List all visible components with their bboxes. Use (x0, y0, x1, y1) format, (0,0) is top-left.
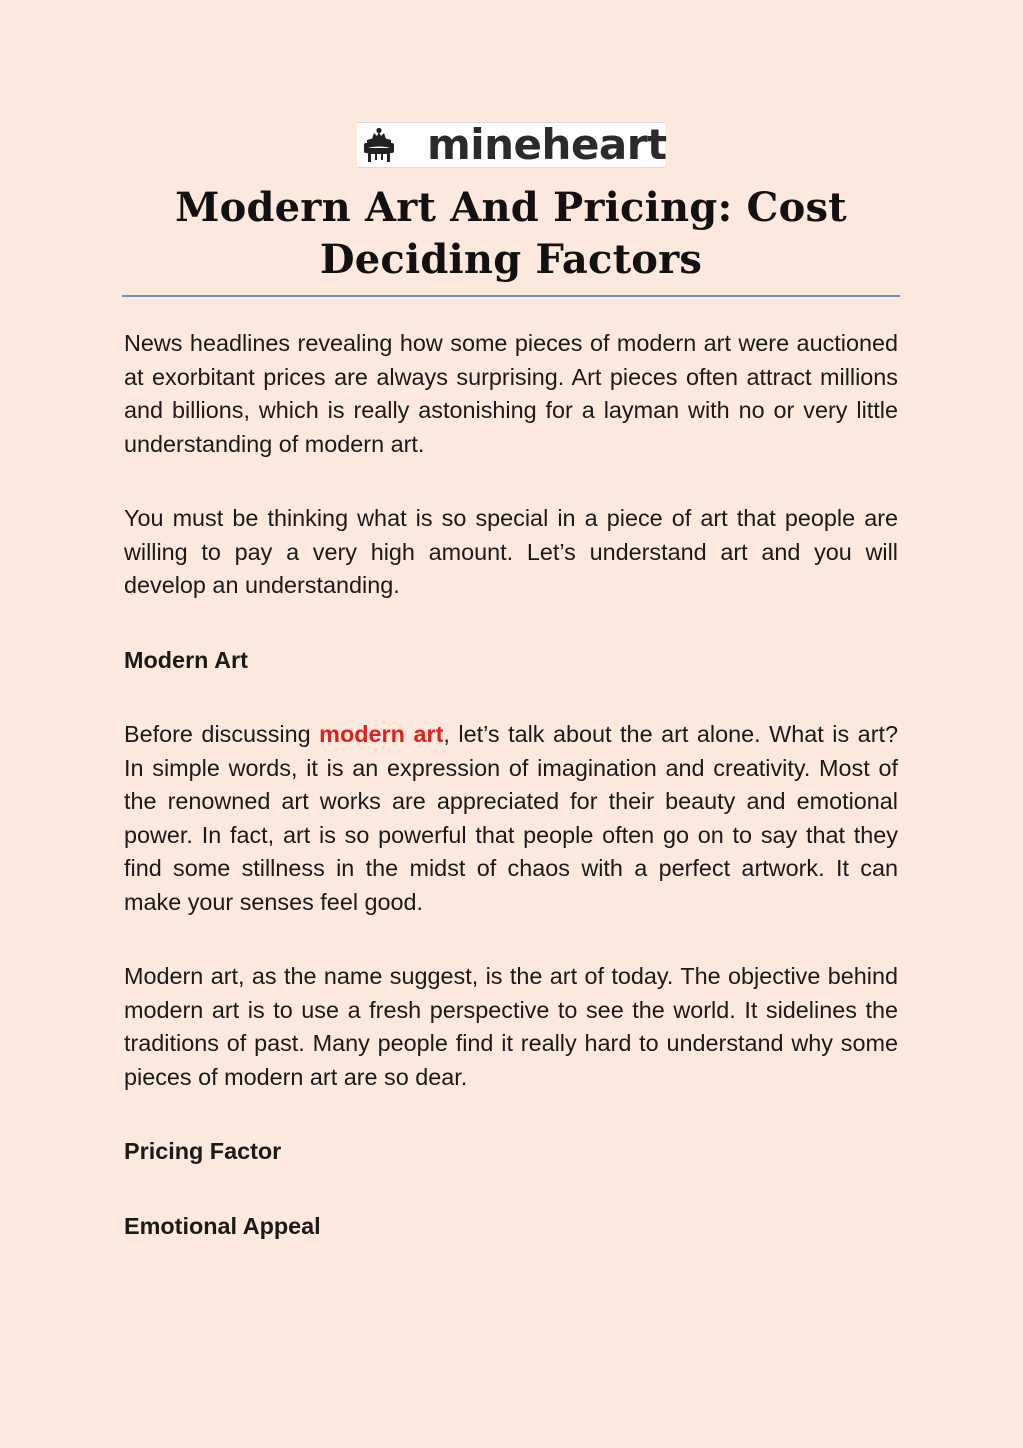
logo-wordmark: mineheart (427, 120, 667, 169)
paragraph-modern-art-today: Modern art, as the name suggest, is the art of today. The objective behind modern art is to use a fresh perspective to see the world. It sidelines the traditions of past. Many people find it really hard to understand why some pieces of modern art are so dear. (124, 963, 898, 1090)
mineheart-logo (357, 122, 665, 168)
title-divider (122, 295, 900, 297)
paragraph-thinking: You must be thinking what is so special in a piece of art that people are willing to pay a very high amount. Let’s understand art and you will develop an understanding. (124, 505, 898, 598)
heading-emotional-appeal: Emotional Appeal (124, 1212, 321, 1239)
paragraph-text-before-link: Before discussing (124, 721, 320, 747)
document-body (124, 327, 898, 1243)
modern-art-link[interactable]: modern art (319, 721, 444, 747)
document-title: Modern Art And Pricing: Cost Deciding Factors (175, 184, 847, 283)
paragraph-intro: News headlines revealing how some pieces of modern art were auctioned at exorbitant prices are always surprising. Art pieces often attract millions and billions, which is really astonishing for a layman with no or very little understanding of modern art. (124, 330, 898, 457)
crown-chair-icon (361, 127, 397, 163)
document-page (124, 122, 898, 1284)
paragraph-text-after-link: , let’s talk about the art alone. What is art? In simple words, it is an expression of imagination and creativity. Most of the renowned art works are appreciated for their beauty and emotional power. In fact, art is so powerful that people often go on to say that they find some stillness in the midst of chaos with a perfect artwork. It can make your senses feel good. (124, 721, 898, 915)
logo-container (124, 122, 898, 170)
heading-modern-art: Modern Art (124, 646, 248, 673)
paragraph-what-is-art (124, 718, 898, 919)
heading-pricing-factor: Pricing Factor (124, 1138, 282, 1164)
